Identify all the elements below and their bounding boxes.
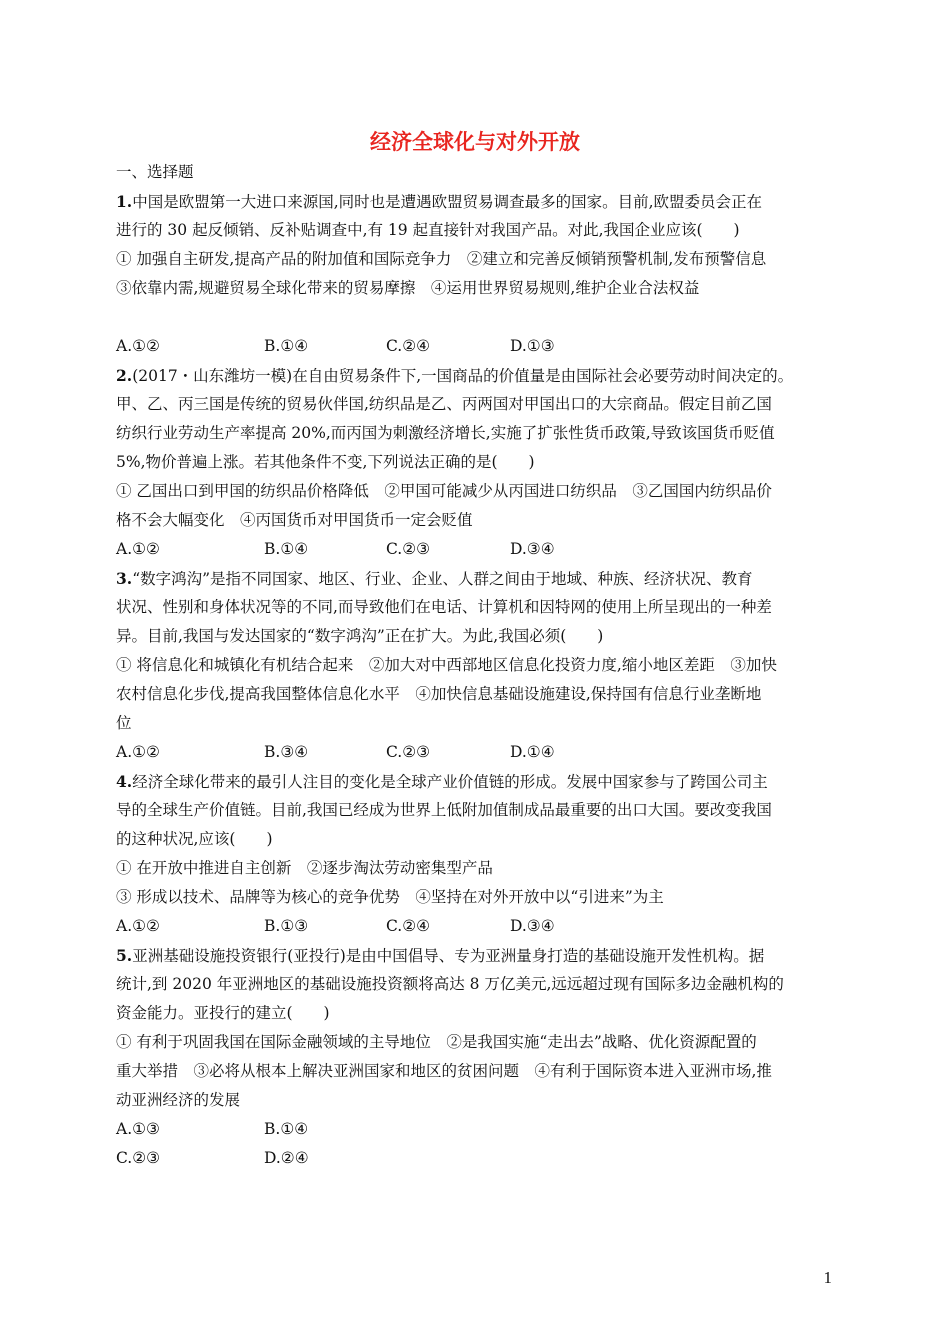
option-c[interactable]: C.②③ <box>116 1149 161 1167</box>
question-line: 位 <box>116 714 132 732</box>
option-b[interactable]: B.③④ <box>264 743 309 761</box>
answer-options <box>116 738 840 767</box>
option-a[interactable]: A.①③ <box>116 1120 160 1138</box>
answer-options <box>116 332 840 361</box>
question-4 <box>116 767 840 941</box>
question-line: 纺织行业劳动生产率提高 20%,而丙国为刺激经济增长,实施了扩张性货币政策,导致该国货币贬值 <box>116 424 775 442</box>
question-line: 资金能力。亚投行的建立( ) <box>116 1004 330 1022</box>
answer-options <box>116 1144 840 1173</box>
question-5 <box>116 941 840 1173</box>
option-b[interactable]: B.①④ <box>264 1120 309 1138</box>
question-text: 中国是欧盟第一大进口来源国,同时也是遭遇欧盟贸易调查最多的国家。目前,欧盟委员会正在 <box>132 193 763 211</box>
option-d[interactable]: D.②④ <box>264 1149 309 1167</box>
question-line <box>116 187 840 216</box>
question-line: ③ 形成以技术、品牌等为核心的竞争优势 ④坚持在对外开放中以“引进来”为主 <box>116 888 664 906</box>
question-number: 1. <box>116 192 133 211</box>
option-d[interactable]: D.③④ <box>510 540 555 558</box>
question-line: 农村信息化步伐,提高我国整体信息化水平 ④加快信息基础设施建设,保持国有信息行业垄断地 <box>116 685 762 703</box>
question-line: 的这种状况,应该( ) <box>116 830 273 848</box>
question-line <box>116 941 840 970</box>
option-d[interactable]: D.③④ <box>510 917 555 935</box>
section-heading: 一、选择题 <box>116 163 194 181</box>
page-number: 1 <box>823 1268 832 1287</box>
option-c[interactable]: C.②④ <box>386 917 431 935</box>
option-d[interactable]: D.①④ <box>510 743 555 761</box>
option-a[interactable]: A.①② <box>116 540 160 558</box>
question-line: 导的全球生产价值链。目前,我国已经成为世界上低附加值制成品最重要的出口大国。要改变我国 <box>116 801 772 819</box>
question-line: ① 有利于巩固我国在国际金融领域的主导地位 ②是我国实施“走出去”战略、优化资源配置的 <box>116 1033 757 1051</box>
question-line: ③依靠内需,规避贸易全球化带来的贸易摩擦 ④运用世界贸易规则,维护企业合法权益 <box>116 279 700 297</box>
question-line: 格不会大幅变化 ④丙国货币对甲国货币一定会贬值 <box>116 511 473 529</box>
option-b[interactable]: B.①③ <box>264 917 309 935</box>
question-line <box>116 361 840 390</box>
answer-options <box>116 535 840 564</box>
question-text: 亚洲基础设施投资银行(亚投行)是由中国倡导、专为亚洲量身打造的基础设施开发性机构。据 <box>132 947 765 965</box>
question-line: 进行的 30 起反倾销、反补贴调查中,有 19 起直接针对我国产品。对此,我国企业应该( ) <box>116 221 740 239</box>
question-line <box>116 564 840 593</box>
option-c[interactable]: C.②③ <box>386 743 431 761</box>
question-line <box>116 767 840 796</box>
option-c[interactable]: C.②④ <box>386 337 431 355</box>
option-a[interactable]: A.①② <box>116 743 160 761</box>
question-line: 甲、乙、丙三国是传统的贸易伙伴国,纺织品是乙、丙两国对甲国出口的大宗商品。假定目前乙国 <box>116 395 772 413</box>
question-line: ① 加强自主研发,提高产品的附加值和国际竞争力 ②建立和完善反倾销预警机制,发布预警信息 <box>116 250 767 268</box>
option-b[interactable]: B.①④ <box>264 540 309 558</box>
question-2 <box>116 361 840 564</box>
spacer <box>116 303 840 332</box>
question-text: 经济全球化带来的最引人注目的变化是全球产业价值链的形成。发展中国家参与了跨国公司主 <box>132 773 768 791</box>
question-line: 状况、性别和身体状况等的不同,而导致他们在电话、计算机和因特网的使用上所呈现出的一种差 <box>116 598 772 616</box>
question-line: ① 在开放中推进自主创新 ②逐步淘汰劳动密集型产品 <box>116 859 493 877</box>
question-1 <box>116 187 840 361</box>
question-line: 动亚洲经济的发展 <box>116 1091 241 1109</box>
question-line: 重大举措 ③必将从根本上解决亚洲国家和地区的贫困问题 ④有利于国际资本进入亚洲市场,推 <box>116 1062 772 1080</box>
question-number: 3. <box>116 569 133 588</box>
question-line: 异。目前,我国与发达国家的“数字鸿沟”正在扩大。为此,我国必须( ) <box>116 627 604 645</box>
question-3 <box>116 564 840 767</box>
option-a[interactable]: A.①② <box>116 337 160 355</box>
answer-options <box>116 912 840 941</box>
question-text: “数字鸿沟”是指不同国家、地区、行业、企业、人群之间由于地域、种族、经济状况、教育 <box>132 570 753 588</box>
option-a[interactable]: A.①② <box>116 917 160 935</box>
question-line: 5%,物价普遍上涨。若其他条件不变,下列说法正确的是( ) <box>116 453 535 471</box>
option-b[interactable]: B.①④ <box>264 337 309 355</box>
answer-options <box>116 1115 840 1144</box>
question-line: ① 将信息化和城镇化有机结合起来 ②加大对中西部地区信息化投资力度,缩小地区差距 ③加快 <box>116 656 777 674</box>
page-title: 经济全球化与对外开放 <box>370 130 580 154</box>
question-line: ① 乙国出口到甲国的纺织品价格降低 ②甲国可能减少从丙国进口纺织品 ③乙国国内纺织品价 <box>116 482 772 500</box>
option-c[interactable]: C.②③ <box>386 540 431 558</box>
question-number: 2. <box>116 366 133 385</box>
question-number: 4. <box>116 772 133 791</box>
question-text: (2017・山东潍坊一模)在自由贸易条件下,一国商品的价值量是由国际社会必要劳动时间决定的。 <box>132 367 794 385</box>
document-body <box>116 158 840 1173</box>
question-line: 统计,到 2020 年亚洲地区的基础设施投资额将高达 8 万亿美元,远远超过现有国际多边金融机构的 <box>116 975 784 993</box>
question-number: 5. <box>116 946 133 965</box>
option-d[interactable]: D.①③ <box>510 337 555 355</box>
